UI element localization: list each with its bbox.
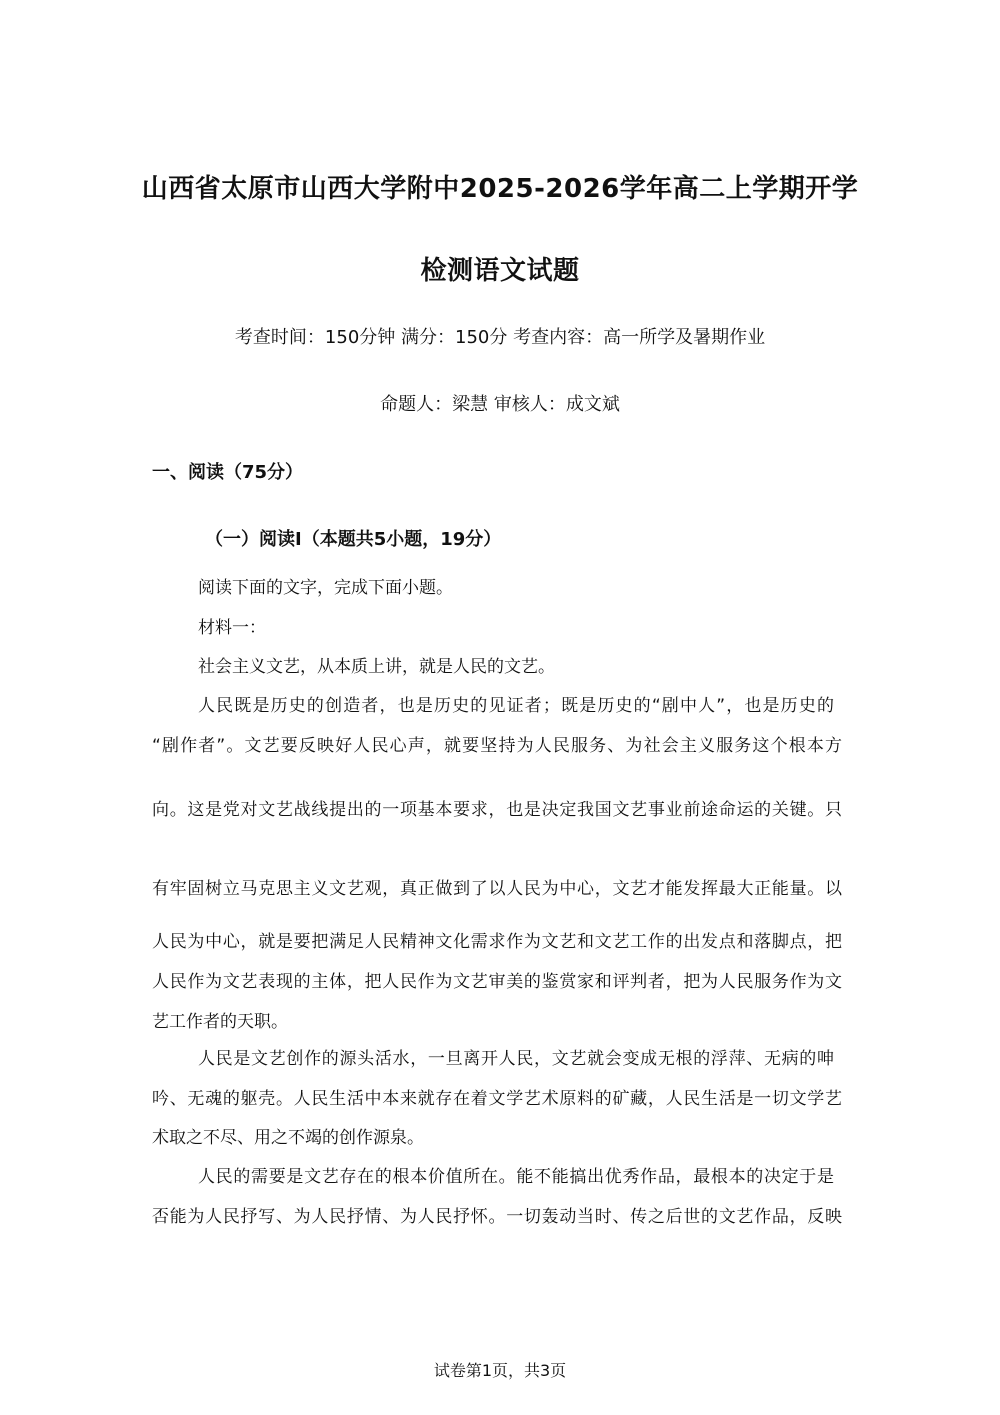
body-line: 人民为中心，就是要把满足人民精神文化需求作为文艺和文艺工作的出发点和落脚点，把 bbox=[152, 932, 842, 952]
sub1-heading: （一）阅读I（本题共5小题，19分） bbox=[205, 529, 502, 550]
material-label: 材料一： bbox=[198, 618, 266, 638]
body-line: 吟、无魂的躯壳。人民生活中本来就存在着文学艺术原料的矿藏，人民生活是一切文学艺 bbox=[152, 1089, 842, 1109]
exam-info-line: 考查时间：150分钟 满分：150分 考查内容：高一所学及暑期作业 bbox=[234, 327, 766, 348]
body-line: 否能为人民抒写、为人民抒情、为人民抒怀。一切轰动当时、传之后世的文艺作品，反映 bbox=[152, 1207, 842, 1227]
body-line: 术取之不尽、用之不竭的创作源泉。 bbox=[152, 1128, 424, 1148]
page-footer: 试卷第1页，共3页 bbox=[433, 1361, 567, 1380]
body-line: 艺工作者的天职。 bbox=[152, 1012, 288, 1032]
part1-heading: 一、阅读（75分） bbox=[152, 462, 304, 483]
body-line: 有牢固树立马克思主义文艺观，真正做到了以人民为中心，文艺才能发挥最大正能量。以 bbox=[152, 879, 842, 899]
body-line: 人民作为文艺表现的主体，把人民作为文艺审美的鉴赏家和评判者，把为人民服务作为文 bbox=[152, 972, 842, 992]
body-line: 向。这是党对文艺战线提出的一项基本要求，也是决定我国文艺事业前途命运的关键。只 bbox=[152, 800, 842, 820]
exam-title-line1: 山西省太原市山西大学附中2025-2026学年高二上学期开学 bbox=[141, 174, 859, 204]
exam-authors-line: 命题人：梁慧 审核人：成文斌 bbox=[380, 394, 620, 415]
body-line: 人民的需要是文艺存在的根本价值所在。能不能搞出优秀作品，最根本的决定于是 bbox=[198, 1167, 834, 1187]
body-line: 人民是文艺创作的源头活水，一旦离开人民，文艺就会变成无根的浮萍、无病的呻 bbox=[198, 1049, 834, 1069]
body-line: 人民既是历史的创造者，也是历史的见证者；既是历史的“剧中人”，也是历史的 bbox=[198, 696, 834, 716]
instruction-text: 阅读下面的文字，完成下面小题。 bbox=[198, 578, 453, 598]
body-line: “剧作者”。文艺要反映好人民心声，就要坚持为人民服务、为社会主义服务这个根本方 bbox=[152, 736, 842, 756]
body-line: 社会主义文艺，从本质上讲，就是人民的文艺。 bbox=[198, 657, 555, 677]
exam-title-line2: 检测语文试题 bbox=[420, 256, 580, 286]
